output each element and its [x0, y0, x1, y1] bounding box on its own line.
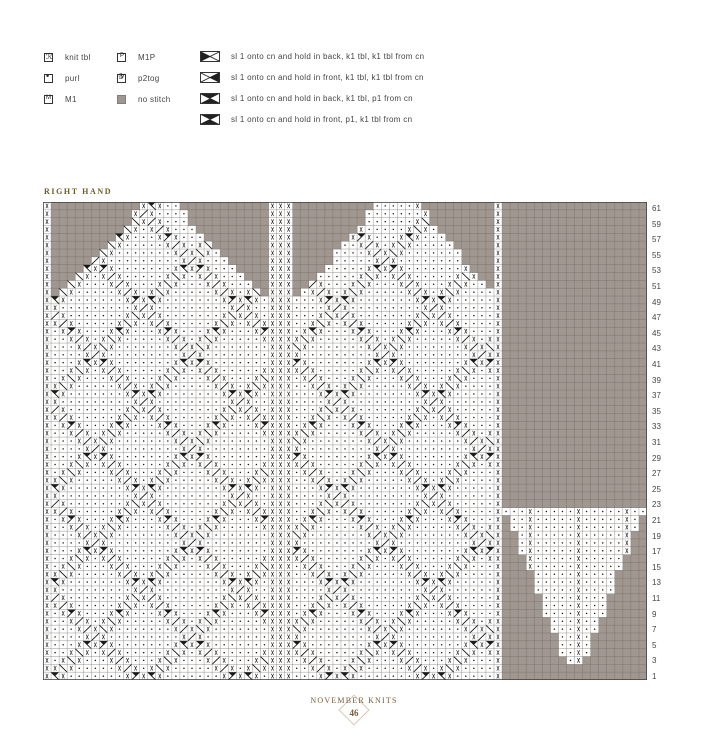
- row-number: 51: [652, 282, 661, 291]
- row-number: 15: [652, 562, 661, 572]
- chart-title: RIGHT HAND: [44, 187, 113, 196]
- row-number: 5: [652, 640, 657, 650]
- row-number: 19: [652, 531, 661, 541]
- row-number: 17: [652, 547, 661, 557]
- legend-item-m1: M M1: [46, 94, 77, 104]
- row-number: 29: [652, 453, 661, 463]
- knitting-chart-grid: [43, 202, 647, 680]
- row-number: 59: [652, 219, 661, 229]
- page-footer: [0, 696, 708, 736]
- row-number: 41: [652, 360, 661, 369]
- row-number: 43: [652, 344, 661, 354]
- legend-item-p2tog: 𝒴 p2tog: [118, 71, 160, 83]
- row-number: 27: [652, 469, 661, 479]
- row-number: 49: [652, 297, 661, 307]
- page-number: 46: [349, 708, 359, 718]
- m1p-icon: P: [117, 53, 126, 62]
- row-number: 21: [652, 516, 661, 525]
- row-number: 47: [652, 313, 661, 323]
- knitting-chart: [43, 202, 647, 680]
- cable-front-purl-icon: [200, 114, 220, 125]
- row-number: 45: [652, 328, 661, 338]
- legend-item-cable-front-p: sl 1 onto cn and hold in front, p1, k1 tbl from cn: [200, 112, 412, 126]
- legend-item-cable-back-k: sl 1 onto cn and hold in back, k1 tbl, k1 tbl from cn: [200, 49, 424, 63]
- row-number: 11: [652, 594, 661, 603]
- cable-front-knit-icon: [200, 72, 220, 83]
- row-number: 61: [652, 204, 661, 213]
- purl-icon: •: [44, 74, 53, 83]
- chart-legend: [0, 0, 708, 140]
- legend-item-knit-tbl: ℛ knit tbl: [46, 51, 91, 62]
- row-number: 13: [652, 578, 661, 588]
- legend-item-cable-back-p: sl 1 onto cn and hold in back, k1 tbl, p1 from cn: [200, 91, 413, 105]
- legend-item-purl: • purl: [46, 70, 80, 83]
- row-number: 37: [652, 391, 661, 401]
- row-number: 57: [652, 235, 661, 245]
- legend-item-cable-front-k: sl 1 onto cn and hold in front, k1 tbl, k1 tbl from cn: [200, 70, 424, 84]
- cable-back-knit-icon: [200, 51, 220, 62]
- p2tog-icon: 𝒴: [118, 71, 125, 81]
- row-number: 1: [652, 672, 657, 681]
- cable-back-purl-icon: [200, 93, 220, 104]
- row-number: 55: [652, 250, 661, 260]
- row-number: 7: [652, 625, 657, 635]
- m1-icon: M: [44, 95, 53, 104]
- row-number: 23: [652, 500, 661, 510]
- book-title: NOVEMBER KNITS: [310, 696, 398, 705]
- legend-item-m1p: P M1P: [117, 50, 155, 64]
- legend-item-no-stitch: no stitch: [117, 92, 171, 106]
- row-number: 31: [652, 438, 661, 447]
- row-number: 53: [652, 266, 661, 276]
- row-number: 3: [652, 656, 657, 666]
- row-number: 25: [652, 484, 661, 494]
- row-number: 33: [652, 422, 661, 432]
- no-stitch-icon: [117, 95, 126, 104]
- knit-tbl-icon: ℛ: [46, 51, 53, 61]
- row-number: 39: [652, 375, 661, 385]
- row-number: 9: [652, 609, 657, 619]
- row-number: 35: [652, 406, 661, 416]
